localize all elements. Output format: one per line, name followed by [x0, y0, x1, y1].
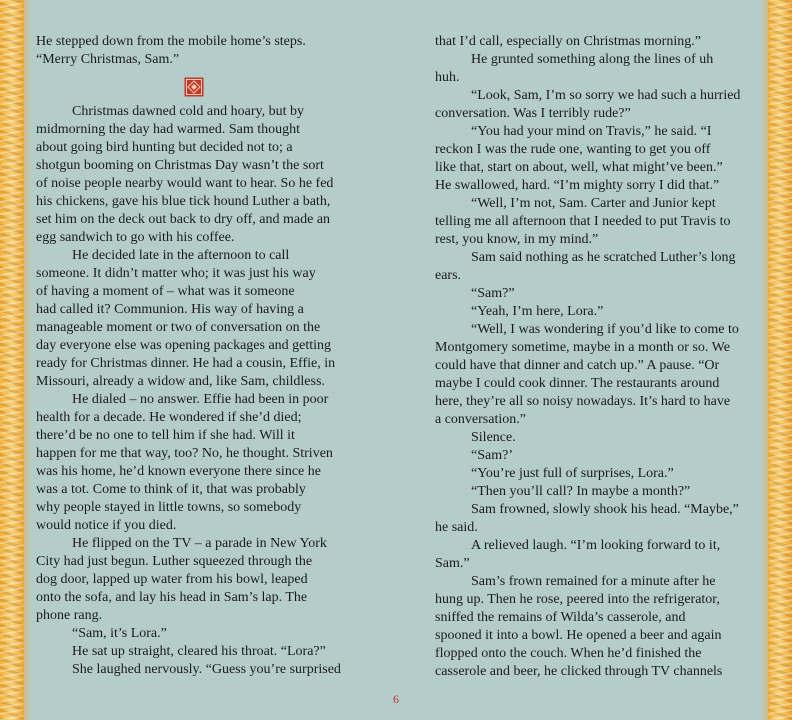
text-line: he said.: [435, 520, 478, 535]
text-line: was his home, he’d known everyone there since he: [36, 464, 321, 479]
text-line: there’d be no one to tell him if she had. Will it: [36, 428, 295, 443]
right-column: [435, 33, 757, 681]
text-line: Missouri, already a widow and, like Sam, childless.: [36, 374, 325, 389]
text-line: reckon I was the rude one, wanting to get you off: [435, 142, 711, 157]
text-line: “Well, I’m not, Sam. Carter and Junior kept: [471, 196, 716, 211]
text-line: He stepped down from the mobile home’s steps.: [36, 34, 306, 49]
text-line: ready for Christmas dinner. He had a cousin, Effie, in: [36, 356, 336, 371]
text-line: phone rang.: [36, 608, 103, 623]
text-line: egg sandwich to go with his coffee.: [36, 230, 235, 245]
text-line: why people stayed in little towns, so somebody: [36, 500, 302, 515]
text-line: someone. It didn’t matter who; it was just his way: [36, 266, 316, 281]
text-line: Sam’s frown remained for a minute after he: [471, 574, 716, 589]
text-line: spooned it into a bowl. He opened a beer and again: [435, 628, 722, 643]
scene-break-ornament-icon: [184, 77, 204, 97]
text-line: could have that dinner and catch up.” A pause. “Or: [435, 358, 720, 373]
text-line: “Look, Sam, I’m so sorry we had such a hurried: [471, 88, 741, 103]
text-line: A relieved laugh. “I’m looking forward to it,: [471, 538, 721, 553]
text-line: had called it? Communion. His way of having a: [36, 302, 304, 317]
text-line: “Yeah, I’m here, Lora.”: [471, 304, 604, 319]
text-line: “You’re just full of surprises, Lora.”: [471, 466, 674, 481]
text-line: conversation. Was I terribly rude?”: [435, 106, 631, 121]
text-line: Sam.”: [435, 556, 470, 571]
page-number: 6: [393, 692, 399, 706]
text-line: onto the sofa, and lay his head in Sam’s lap. The: [36, 590, 308, 605]
text-line: flopped onto the couch. When he’d finished the: [435, 646, 702, 661]
text-line: huh.: [435, 70, 460, 85]
text-line: about going bird hunting but decided not to; a: [36, 140, 293, 155]
text-line: shotgun booming on Christmas Day wasn’t the sort: [36, 158, 324, 173]
text-line: rest, you know, in my mind.”: [435, 232, 599, 247]
text-line: He swallowed, hard. “I’m mighty sorry I did that.”: [435, 178, 720, 193]
text-line: He grunted something along the lines of uh: [471, 52, 714, 67]
text-line: City had just begun. Luther squeezed through the: [36, 554, 313, 569]
text-line: “Merry Christmas, Sam.”: [36, 52, 180, 67]
text-line: “Then you’ll call? In maybe a month?”: [471, 484, 691, 499]
text-line: health for a decade. He wondered if she’d died;: [36, 410, 302, 425]
text-line: Christmas dawned cold and hoary, but by: [72, 104, 304, 119]
text-line: “You had your mind on Travis,” he said. “I: [471, 124, 712, 139]
text-line: Silence.: [471, 430, 516, 445]
text-line: “Sam, it’s Lora.”: [72, 626, 167, 641]
text-line: Sam said nothing as he scratched Luther’s long: [471, 250, 736, 265]
text-line: set him on the deck out back to dry off, and made an: [36, 212, 331, 227]
text-line: here, they’re all so noisy nowadays. It’s hard to have: [435, 394, 731, 409]
text-line: of having a moment of – what was it someone: [36, 284, 295, 299]
decorative-border-right: [768, 0, 792, 720]
text-line: sniffed the remains of Wilda’s casserole, and: [435, 610, 686, 625]
text-line: dog door, lapped up water from his bowl, leaped: [36, 572, 308, 587]
text-line: ears.: [435, 268, 462, 283]
text-line: like that, start on about, well, what might’ve been.”: [435, 160, 723, 175]
text-line: casserole and beer, he clicked through TV channels: [435, 664, 723, 679]
text-line: He sat up straight, cleared his throat. “Lora?”: [72, 644, 326, 659]
text-line: happen for me that way, too? No, he thought. Striven: [36, 446, 333, 461]
text-line: that I’d call, especially on Christmas morning.”: [435, 34, 701, 49]
text-line: hung up. Then he rose, peered into the refrigerator,: [435, 592, 720, 607]
text-line: Montgomery sometime, maybe in a month or so. We: [435, 340, 730, 355]
left-column: [36, 33, 360, 679]
text-line: would notice if you died.: [36, 518, 177, 533]
text-line: a conversation.”: [435, 412, 526, 427]
text-line: day everyone else was opening packages and getting: [36, 338, 332, 353]
text-line: “Well, I was wondering if you’d like to come to: [471, 322, 739, 337]
text-line: manageable moment or two of conversation on the: [36, 320, 321, 335]
text-line: midmorning the day had warmed. Sam thought: [36, 122, 301, 137]
text-line: He flipped on the TV – a parade in New York: [72, 536, 327, 551]
text-line: “Sam?”: [471, 286, 515, 301]
text-line: He dialed – no answer. Effie had been in poor: [72, 392, 329, 407]
text-line: Sam frowned, slowly shook his head. “Maybe,”: [471, 502, 739, 517]
text-line: was a tot. Come to think of it, that was probably: [36, 482, 306, 497]
text-line: of noise people nearby would want to hear. So he fed: [36, 176, 334, 191]
decorative-border-left: [0, 0, 24, 720]
text-line: “Sam?’: [471, 448, 513, 463]
text-line: telling me all afternoon that I needed to put Travis to: [435, 214, 731, 229]
text-line: maybe I could cook dinner. The restaurants around: [435, 376, 720, 391]
text-line: his chickens, gave his blue tick hound Luther a bath,: [36, 194, 331, 209]
text-line: She laughed nervously. “Guess you’re surprised: [72, 662, 341, 677]
text-line: He decided late in the afternoon to call: [72, 248, 290, 263]
